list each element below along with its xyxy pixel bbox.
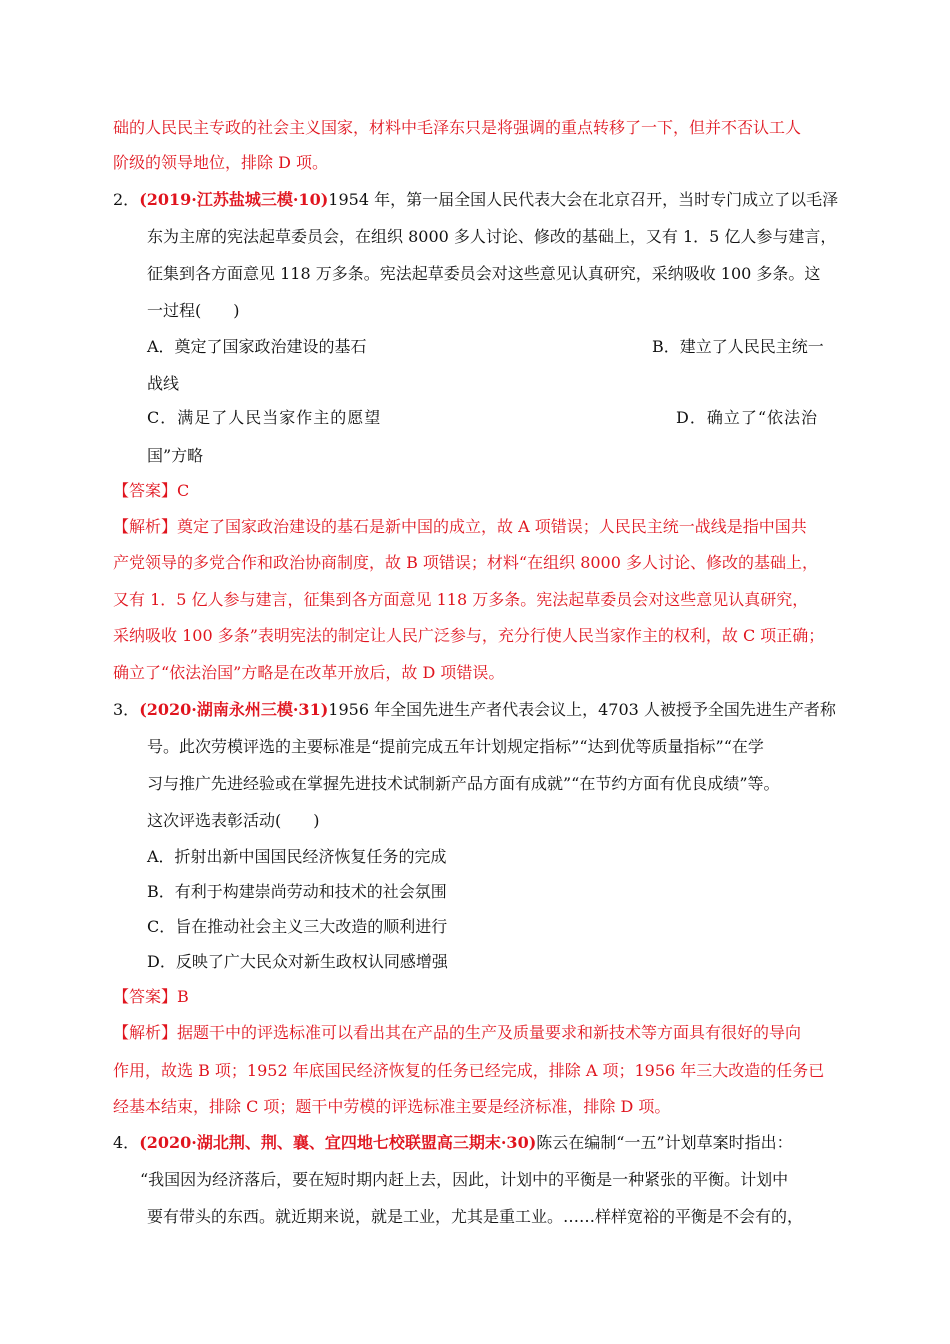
- question-3-option-d: D．反映了广大民众对新生政权认同感增强: [147, 952, 448, 971]
- question-4-source: (2020·湖北荆、荆、襄、宜四地七校联盟高三期末·30): [139, 1133, 537, 1152]
- carryover-line-2: 阶级的领导地位，排除 D 项。: [113, 153, 329, 172]
- question-2-option-d-continued: 国”方略: [147, 446, 204, 465]
- question-3-analysis-line-3: 经基本结束，排除 C 项；题干中劳模的评选标准主要是经济标准，排除 D 项。: [113, 1097, 671, 1116]
- question-2-option-a: A．奠定了国家政治建设的基石: [147, 337, 367, 356]
- question-2-analysis-label: 【解析】: [113, 517, 178, 536]
- question-3-stem-line-3: 习与推广先进经验或在掌握先进技术试制新产品方面有成就”“在节约方面有优良成绩”等。: [147, 774, 780, 793]
- question-2-analysis-line-1: [113, 516, 807, 538]
- question-2-analysis-line-4: 采纳吸收 100 多条”表明宪法的制定让人民广泛参与，充分行使人民当家作主的权利，故 C 项正确；: [113, 626, 825, 645]
- question-2-stem-line-3: 征集到各方面意见 118 万多条。宪法起草委员会对这些意见认真研究，采纳吸收 100 多条。这: [147, 264, 821, 283]
- question-2-number: 2．: [113, 190, 140, 209]
- question-3-source: (2020·湖南永州三模·31): [139, 700, 329, 719]
- question-3-stem-line-4: 这次评选表彰活动( ): [147, 811, 320, 830]
- question-3-stem-line-1: 1956 年全国先进生产者代表会议上，4703 人被授予全国先进生产者称: [328, 700, 836, 719]
- carryover-line-1: 础的人民民主专政的社会主义国家，材料中毛泽东只是将强调的重点转移了一下，但并不否认工人: [113, 118, 802, 137]
- question-2-source: (2019·江苏盐城三模·10): [139, 190, 329, 209]
- question-2-analysis-line-3: 又有 1．5 亿人参与建言，征集到各方面意见 118 万多条。宪法起草委员会对这些意见认真研究，: [113, 590, 809, 609]
- question-3-option-b: B．有利于构建崇尚劳动和技术的社会氛围: [147, 882, 447, 901]
- question-3-answer: 【答案】B: [113, 987, 189, 1006]
- question-2-option-c: C．满足了人民当家作主的愿望: [147, 408, 382, 427]
- question-2-first-line: [113, 189, 838, 211]
- question-3-number: 3．: [113, 700, 140, 719]
- question-3-option-c: C．旨在推动社会主义三大改造的顺利进行: [147, 917, 448, 936]
- question-3-analysis-text-1: 据题干中的评选标准可以看出其在产品的生产及质量要求和新技术等方面具有很好的导向: [177, 1023, 802, 1042]
- question-3-first-line: [113, 699, 836, 721]
- question-2-option-b: B．建立了人民民主统一: [652, 337, 824, 356]
- question-3-analysis-line-1: [113, 1022, 801, 1044]
- question-4-stem-line-3: 要有带头的东西。就近期来说，就是工业，尤其是重工业。……样样宽裕的平衡是不会有的，: [147, 1207, 804, 1226]
- question-2-analysis-line-5: 确立了“依法治国”方略是在改革开放后，故 D 项错误。: [113, 663, 505, 682]
- question-2-answer: 【答案】C: [113, 481, 190, 500]
- question-3-analysis-label: 【解析】: [113, 1023, 178, 1042]
- question-2-stem-line-1: 1954 年，第一届全国人民代表大会在北京召开，当时专门成立了以毛泽: [328, 190, 839, 209]
- question-4-stem-line-1: 陈云在编制“一五”计划草案时指出：: [536, 1133, 793, 1152]
- question-2-stem-line-4: 一过程( ): [147, 301, 240, 320]
- question-4-stem-line-2: “我国因为经济落后，要在短时期内赶上去，因此，计划中的平衡是一种紧张的平衡。计划中: [140, 1170, 789, 1189]
- question-2-analysis-text-1: 奠定了国家政治建设的基石是新中国的成立，故 A 项错误；人民民主统一战线是指中国共: [177, 517, 807, 536]
- question-2-analysis-line-2: 产党领导的多党合作和政治协商制度，故 B 项错误；材料“在组织 8000 多人讨论、修改的基础上，: [113, 553, 819, 572]
- question-4-number: 4．: [113, 1133, 140, 1152]
- question-4-first-line: [113, 1132, 793, 1154]
- question-3-option-a: A．折射出新中国国民经济恢复任务的完成: [147, 847, 447, 866]
- question-3-analysis-line-2: 作用，故选 B 项；1952 年底国民经济恢复的任务已经完成，排除 A 项；1956 年三大改造的任务已: [113, 1061, 825, 1080]
- question-2-option-d: D．确立了“依法治: [676, 408, 819, 427]
- question-2-stem-line-2: 东为主席的宪法起草委员会，在组织 8000 多人讨论、修改的基础上，又有 1．5 亿人参与建言，: [147, 227, 837, 246]
- question-2-option-b-continued: 战线: [147, 374, 180, 393]
- question-3-stem-line-2: 号。此次劳模评选的主要标准是“提前完成五年计划规定指标”“达到优等质量指标”“在学: [147, 737, 764, 756]
